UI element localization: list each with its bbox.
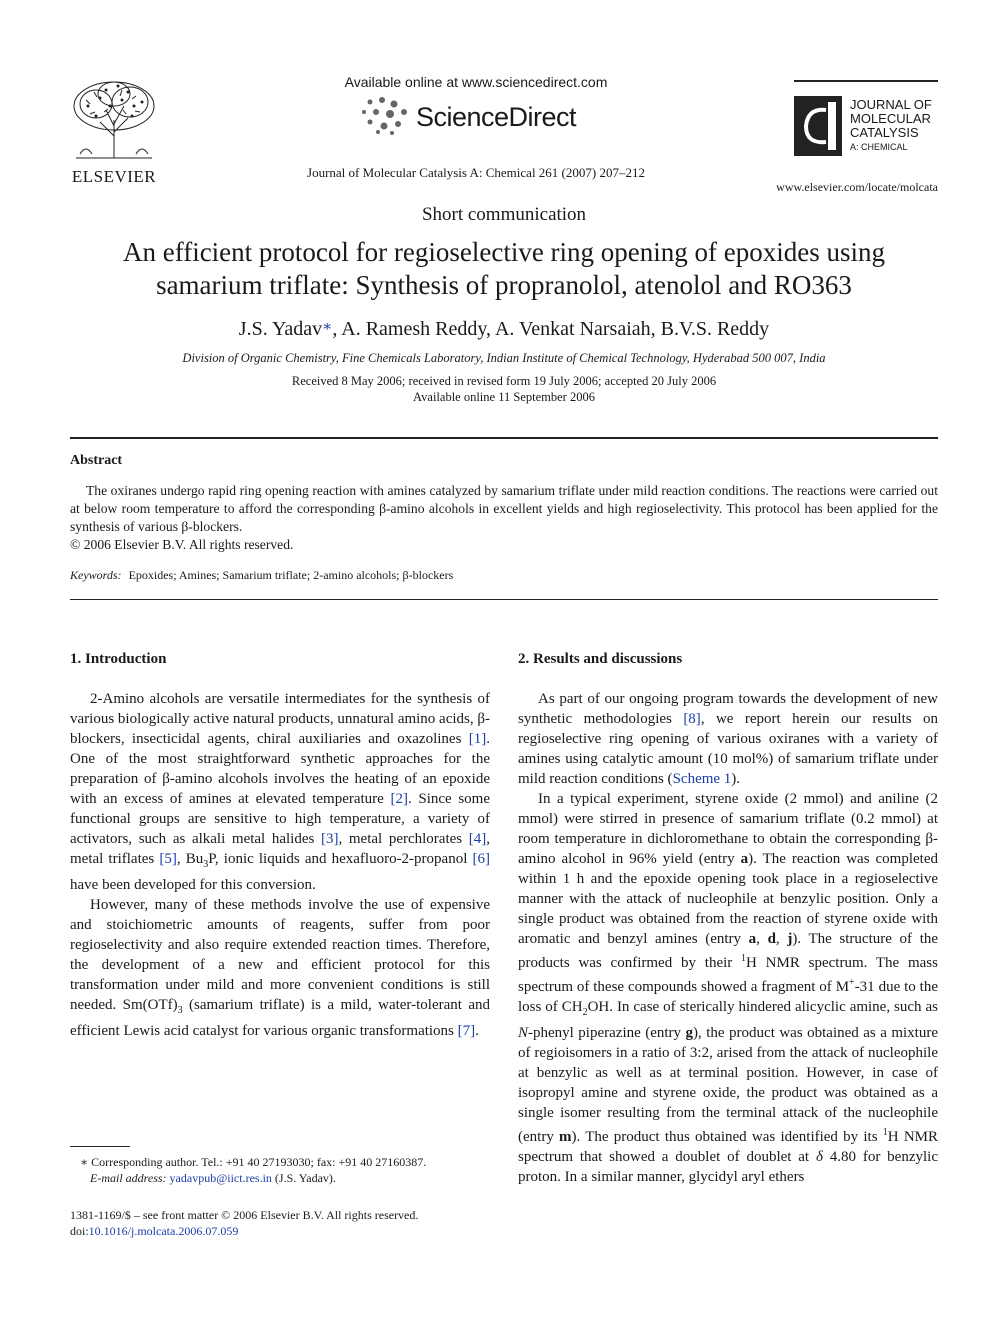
elsevier-logo xyxy=(66,76,162,186)
authors-others: , A. Ramesh Reddy, A. Venkat Narsaiah, B.V.S. Reddy xyxy=(332,318,770,340)
citation-link[interactable]: [1] xyxy=(468,731,487,747)
corresponding-footnote: ∗ Corresponding author. Tel.: +91 40 27193030; fax: +91 40 27160387. xyxy=(80,1155,427,1169)
article-title-line: samarium triflate: Synthesis of propranolol, atenolol and RO363 xyxy=(156,270,852,300)
intro-paragraph: 2-Amino alcohols are versatile intermediates for the synthesis of various biologically active natural products, unnatural amino acids, β-blockers, insecticidal agents, chiral auxiliaries and oxazolines [1]. One of the most straightforward synthetic approaches for the preparation of β-amino alcohols involves the heating of an epoxide with an excess of amines at elevated temperature [2]. Since some functional groups are sensitive to high temperature, a variety of activators, such as alkali metal halides [3], metal perchlorates [4], metal triflates [5], $Bu_3P$, ionic liquids and hexafluoro-2-propanol [6] have been developed for this conversion. xyxy=(70,691,491,893)
abstract-top-rule xyxy=(70,437,938,439)
journal-url[interactable]: www.elsevier.com/locate/molcata xyxy=(776,180,938,194)
journal-cover-logo xyxy=(794,96,842,156)
keywords xyxy=(70,568,453,583)
journal-title-line: CATALYSIS xyxy=(850,125,919,140)
intro-paragraph: However, many of these methods involve the use of expensive and stoichiometric amounts of reagents, suffer from poor regioselectivity and also require extended reaction times. Therefore, the development of a new and efficient protocol for this transformation under mild and more convenient conditions is still needed. $Sm(OTf)_3$ (samarium triflate) is a mild, water-tolerant and efficient Lewis acid catalyst for various organic transformations [7]. xyxy=(70,897,490,1039)
abstract-copyright: © 2006 Elsevier B.V. All rights reserved. xyxy=(70,537,294,552)
citation-link[interactable]: [8] xyxy=(683,711,701,727)
author-primary: J.S. Yadav xyxy=(238,318,323,340)
authors xyxy=(60,317,948,341)
citation-link[interactable]: [4] xyxy=(468,831,487,847)
abstract-heading: Abstract xyxy=(70,453,123,468)
elsevier-wordmark: ELSEVIER xyxy=(71,167,157,186)
citation-link[interactable]: [3] xyxy=(320,831,339,847)
citation-link[interactable]: [7] xyxy=(457,1023,476,1039)
citation-link[interactable]: [5] xyxy=(159,851,177,867)
journal-title-block xyxy=(850,98,932,154)
article-type: Short communication xyxy=(421,204,587,225)
footnotes xyxy=(70,1154,490,1186)
journal-title-line: JOURNAL OF xyxy=(850,97,932,112)
abstract-body xyxy=(70,482,938,554)
corresponding-author-mark[interactable]: ∗ xyxy=(322,319,333,335)
footnote-rule xyxy=(70,1146,130,1147)
article-title xyxy=(60,236,948,302)
keywords-list: Epoxides; Amines; Samarium triflate; 2-amino alcohols; β-blockers xyxy=(128,568,454,582)
elsevier-tree-icon xyxy=(66,76,162,160)
abstract-text: The oxiranes undergo rapid ring opening reaction with amines catalyzed by samarium triflate under mild reaction conditions. The reactions were carried out at below room temperature to afford the corresponding β-amino alcohols in excellent yields and high regioselectivity. This protocol has been applied for the synthesis of various β-blockers. xyxy=(70,483,938,534)
received-dates: Received 8 May 2006; received in revised form 19 July 2006; accepted 20 July 2006 xyxy=(291,374,717,388)
sciencedirect-logo xyxy=(356,96,606,138)
journal-citation: Journal of Molecular Catalysis A: Chemical 261 (2007) 207–212 xyxy=(307,165,645,180)
affiliation: Division of Organic Chemistry, Fine Chemicals Laboratory, Indian Institute of Chemical Technology, Hyderabad 500 007, India xyxy=(182,351,826,365)
issn-line: 1381-1169/$ – see front matter © 2006 Elsevier B.V. All rights reserved. xyxy=(70,1208,419,1222)
scheme-link[interactable]: Scheme 1 xyxy=(672,771,732,787)
journal-header-rule xyxy=(794,80,938,82)
email-footnote: E-mail address: yadavpub@iict.res.in (J.S. Yadav). xyxy=(90,1171,336,1185)
results-paragraph: In a typical experiment, styrene oxide (2 mmol) and aniline (2 mmol) were stirred in presence of samarium triflate (0.2 mmol) at room temperature in dichloromethane to obtain the corresponding β-amino alcohol in 96% yield (entry a). The reaction was completed within 1 h and the epoxide opening took place in a regioselective manner with the attack of nucleophile at benzylic position. Only a single product was obtained from the reaction of styrene oxide with aromatic and benzyl amines (entry a, d, j). The structure of the products was confirmed by their $^1$H NMR spectrum. The mass spectrum of these compounds showed a fragment of M+-31 due to the loss of $CH_2OH$. In case of sterically hindered alicyclic amine, such as N-phenyl piperazine (entry g), the product was obtained as a mixture of regioisomers in a ratio of 3:2, arised from the attack of nucleophile at benzylic as well as at terminal position. However, in case of isopropyl amine and styrene oxide, the product was obtained as a single isomer resulting from the terminal attack of the nucleophile (entry m). The product thus obtained was identified by its $^1$H NMR spectrum that showed a doublet of doublet at δ 4.80 for benzylic proton. In a similar manner, glycidyl aryl ethers xyxy=(518,791,939,1185)
intro-body xyxy=(70,689,490,1041)
sciencedirect-dots-icon xyxy=(356,96,416,136)
article-title-line: An efficient protocol for regioselective ring opening of epoxides using xyxy=(122,237,886,267)
abstract-bottom-rule xyxy=(70,599,938,600)
intro-heading: 1. Introduction xyxy=(70,651,167,667)
citation-link[interactable]: [2] xyxy=(390,791,408,807)
journal-cover-emblem-icon xyxy=(794,96,842,156)
journal-title-line: MOLECULAR xyxy=(850,111,931,126)
results-paragraph: As part of our ongoing program towards the development of new synthetic methodologies [8], we report herein our results on regioselective ring opening of various oxiranes with a variety of amines using catalytic amount (10 mol%) of samarium triflate under mild reaction conditions (Scheme 1). xyxy=(518,691,938,787)
available-online: Available online at www.sciencedirect.com xyxy=(344,74,608,90)
journal-title-line: A: CHEMICAL xyxy=(850,142,908,152)
results-body xyxy=(518,689,938,1187)
email-link[interactable]: yadavpub@iict.res.in xyxy=(169,1171,272,1185)
results-heading: 2. Results and discussions xyxy=(518,651,683,667)
sciencedirect-wordmark: ScienceDirect xyxy=(416,102,577,132)
citation-link[interactable]: [6] xyxy=(472,851,490,867)
doi-line: doi:10.1016/j.molcata.2006.07.059 xyxy=(70,1224,239,1238)
available-date: Available online 11 September 2006 xyxy=(413,390,595,404)
keywords-label: Keywords: xyxy=(70,568,122,582)
doi-link[interactable]: 10.1016/j.molcata.2006.07.059 xyxy=(88,1224,239,1238)
